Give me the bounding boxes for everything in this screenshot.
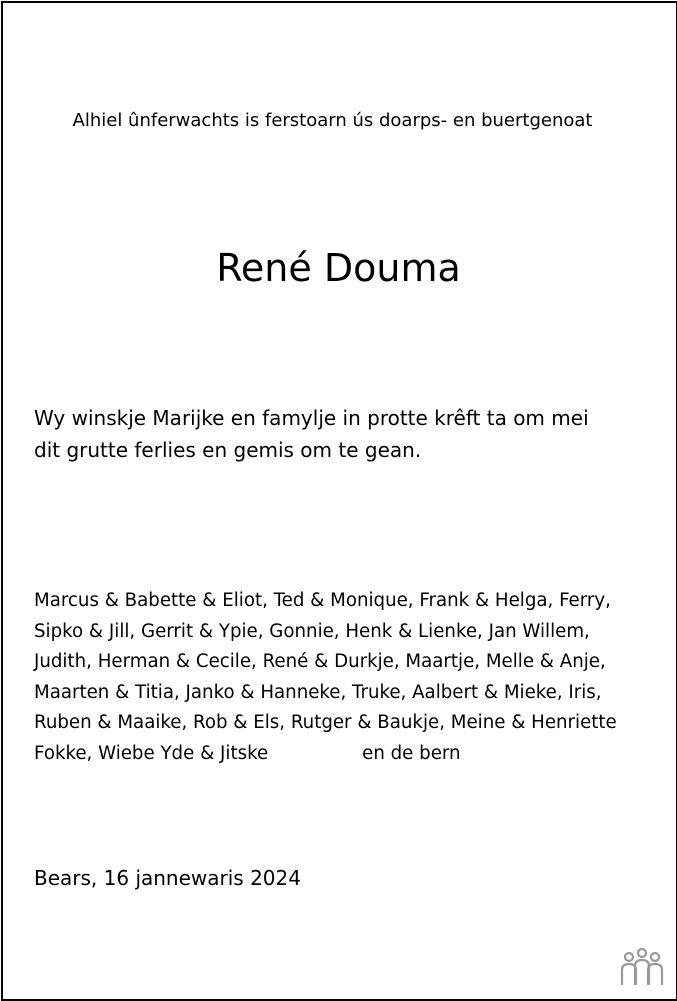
signatories-last-names: Fokke, Wiebe Yde & Jitske (34, 742, 269, 764)
signatories-line: Sipko & Jill, Gerrit & Ypie, Gonnie, Henk & Lienke, Jan Willem, (34, 620, 590, 642)
message-line: dit grutte ferlies en gemis om te gean. (34, 438, 422, 462)
signatories-line: Marcus & Babette & Eliot, Ted & Monique, Frank & Helga, Ferry, (34, 590, 611, 611)
deceased-name: René Douma (216, 246, 461, 290)
signatories-suffix: en de bern (362, 742, 461, 764)
intro-text: Alhiel ûnferwachts is ferstoarn ús doarps- en buertgenoat (72, 110, 593, 131)
signatories-line: Judith, Herman & Cecile, René & Durkje, Maartje, Melle & Anje, (34, 651, 606, 673)
announcement-border (1, 1, 677, 1001)
signatories (34, 586, 654, 770)
message-line: Wy winskje Marijke en famylje in protte krêft ta om mei (34, 406, 589, 430)
signatories-line: Ruben & Maaike, Rob & Els, Rutger & Baukje, Meine & Henriette (34, 712, 617, 734)
signatories-line: Maarten & Titia, Janko & Hanneke, Truke, Aalbert & Mieke, Iris, (34, 681, 602, 703)
people-group-icon (618, 946, 666, 986)
place-date: Bears, 16 jannewaris 2024 (34, 866, 301, 890)
signatories-last-line (34, 739, 654, 770)
condolence-message (34, 402, 654, 466)
